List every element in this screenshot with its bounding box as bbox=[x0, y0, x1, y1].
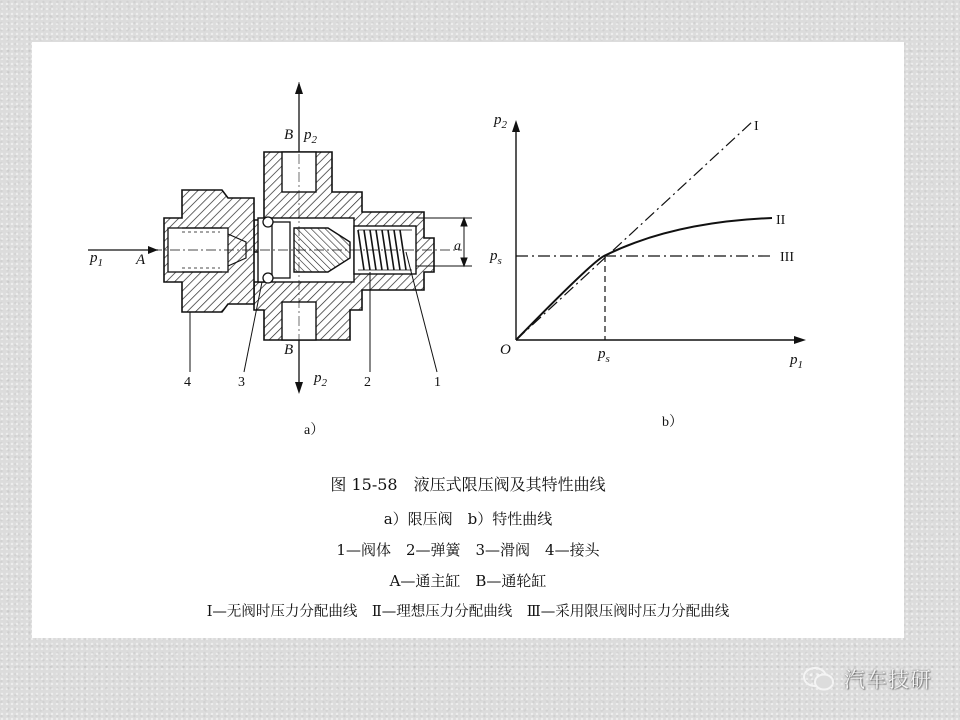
x-axis-label: $p_1$ bbox=[790, 352, 803, 371]
p2-top-label: $p_2$ bbox=[304, 127, 317, 146]
callout-2: 2 bbox=[364, 375, 371, 390]
origin-label: O bbox=[500, 342, 511, 358]
curve-I bbox=[516, 122, 752, 340]
port-b-bottom-label: B bbox=[284, 342, 294, 358]
curve-I-label: I bbox=[754, 119, 759, 134]
figure-b-label: b） bbox=[662, 415, 683, 430]
characteristic-plot bbox=[512, 120, 806, 344]
caption-subfigures: a）限压阀 b）特性曲线 bbox=[383, 510, 553, 528]
port-a-label: A bbox=[136, 252, 146, 268]
p2-bottom-label: $p_2$ bbox=[314, 370, 327, 389]
x-axis-arrow bbox=[794, 336, 806, 344]
figure-graphics bbox=[32, 42, 904, 472]
watermark bbox=[802, 664, 932, 694]
caption-curves: Ⅰ—无阀时压力分配曲线 Ⅱ—理想压力分配曲线 Ⅲ—采用限压阀时压力分配曲线 bbox=[206, 604, 730, 620]
curve-II-label: II bbox=[776, 213, 786, 228]
figure-sheet bbox=[32, 42, 904, 638]
figure-title: 图 15-58 液压式限压阀及其特性曲线 bbox=[330, 475, 606, 494]
p1-label: $p_1$ bbox=[90, 250, 103, 269]
y-axis-arrow bbox=[512, 120, 520, 132]
caption-ports: A—通主缸 B—通轮缸 bbox=[389, 572, 547, 590]
wechat-logo-icon bbox=[802, 665, 836, 693]
curve-II bbox=[516, 218, 772, 340]
callout-3: 3 bbox=[238, 375, 245, 390]
callout-4: 4 bbox=[184, 375, 191, 390]
dim-a-label: a bbox=[454, 239, 461, 254]
figure-a-label: a） bbox=[304, 423, 325, 438]
valve-section-drawing bbox=[88, 82, 472, 394]
y-axis-label: $p_2$ bbox=[494, 112, 507, 131]
ps-y-label: $p_s$ bbox=[490, 248, 502, 267]
caption-parts: 1—阀体 2—弹簧 3—滑阀 4—接头 bbox=[336, 541, 600, 559]
curve-III-label: III bbox=[780, 250, 794, 265]
callout-1: 1 bbox=[434, 375, 441, 390]
port-b-top-label: B bbox=[284, 127, 294, 143]
watermark-text: 汽车技研 bbox=[844, 668, 932, 692]
ps-x-label: $p_s$ bbox=[598, 346, 610, 365]
